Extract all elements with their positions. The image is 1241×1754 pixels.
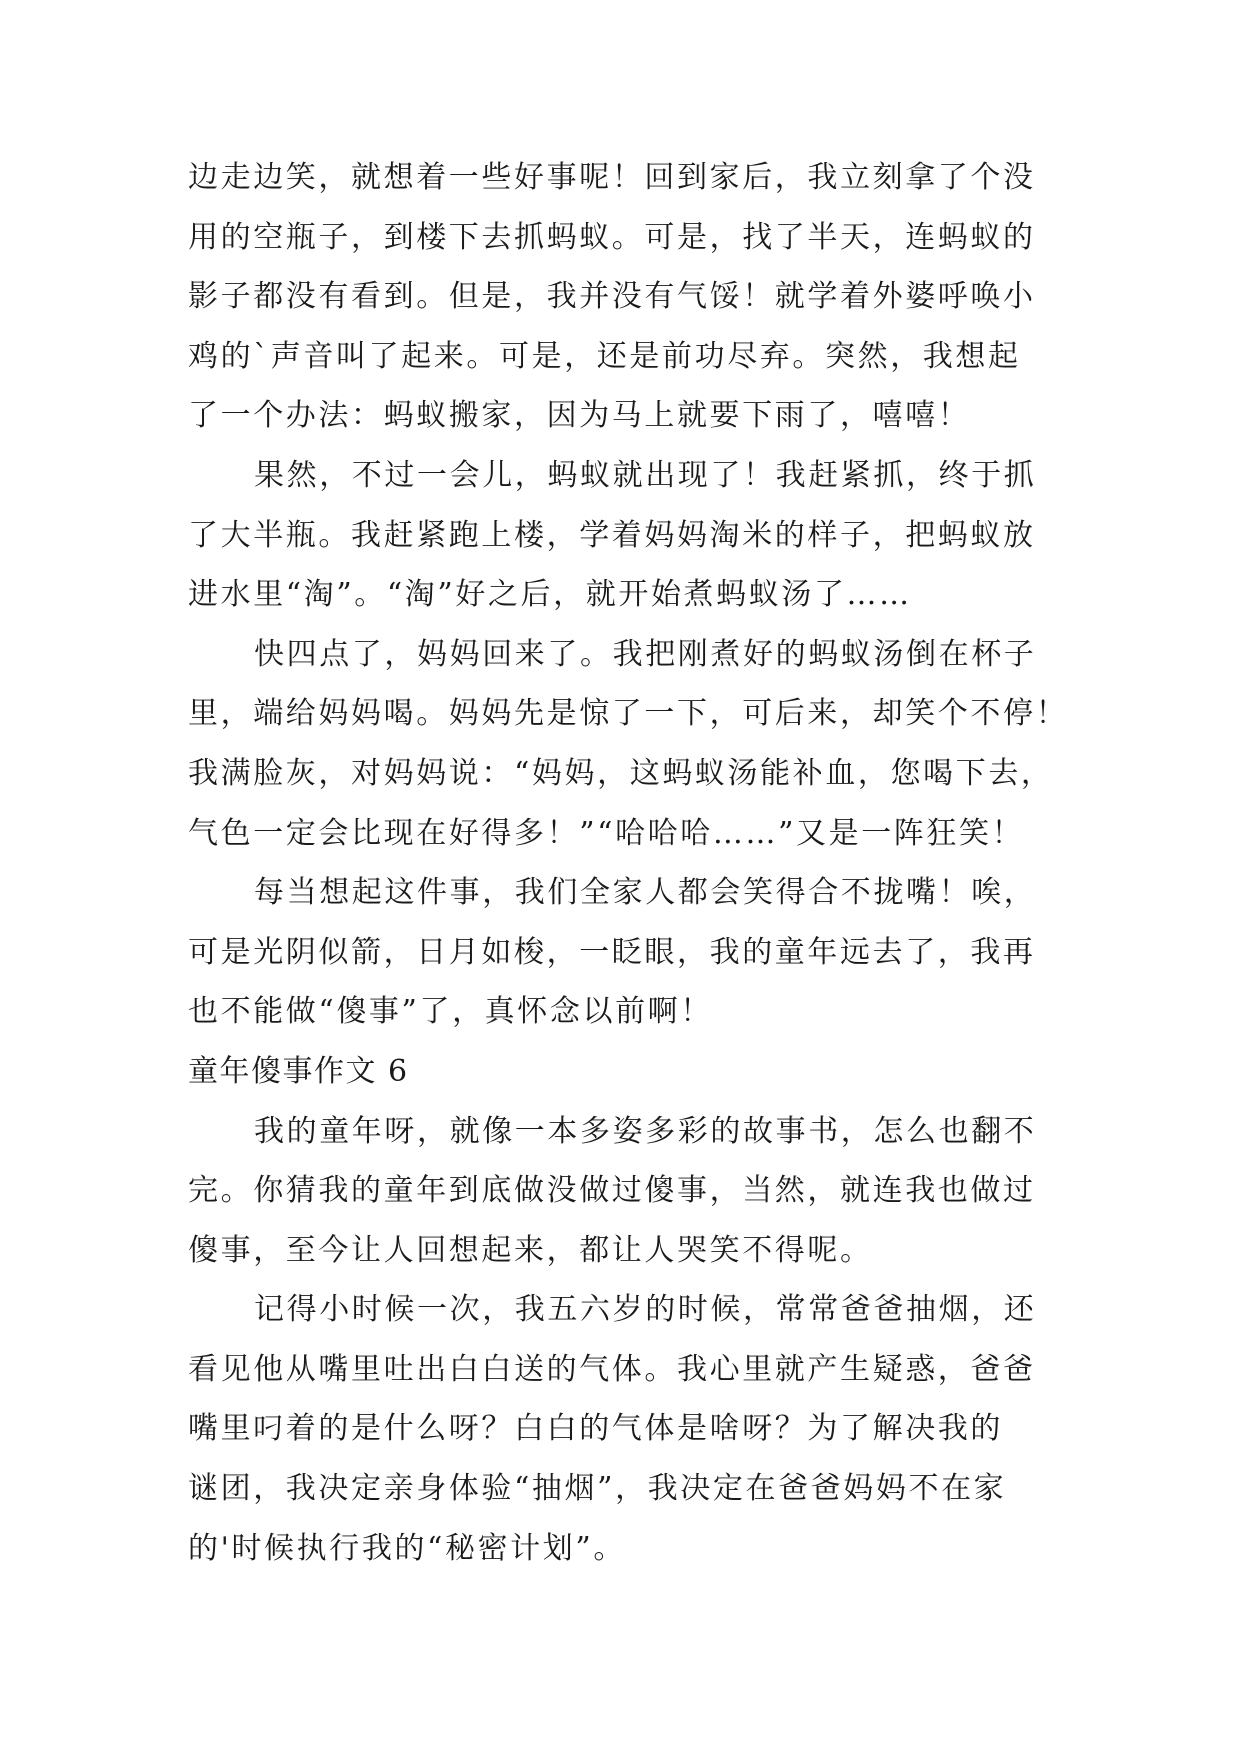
paragraph xyxy=(188,446,1050,625)
text-line: 谜团，我决定亲身体验“抽烟”，我决定在爸爸妈妈不在家 xyxy=(188,1471,1007,1507)
text-line: 了大半瓶。我赶紧跑上楼，学着妈妈淘米的样子，把蚂蚁放 xyxy=(188,517,1036,553)
text-line: 用的空瓶子，到楼下去抓蚂蚁。可是，找了半天，连蚂蚁的 xyxy=(188,219,1036,255)
text-line: 快四点了，妈妈回来了。我把刚煮好的蚂蚁汤倒在杯子 xyxy=(254,636,1037,672)
text-line: 也不能做“傻事”了，真怀念以前啊！ xyxy=(188,994,713,1030)
text-line: 嘴里叼着的是什么呀？白白的气体是啥呀？为了解决我的 xyxy=(188,1411,1003,1447)
text-line: 鸡的`声音叫了起来。可是，还是前功尽弃。突然，我想起 xyxy=(188,338,1021,374)
paragraph xyxy=(188,1280,1050,1578)
text-line: 完。你猜我的童年到底做没做过傻事，当然，就连我也做过 xyxy=(188,1173,1036,1209)
text-line: 每当想起这件事，我们全家人都会笑得合不拢嘴！唉， xyxy=(254,875,1037,911)
text-line: 可是光阴似箭，日月如梭，一眨眼，我的童年远去了，我再 xyxy=(188,934,1036,970)
section-heading-text: 童年傻事作文 6 xyxy=(188,1053,409,1089)
paragraph xyxy=(188,148,1050,446)
section-heading xyxy=(188,1042,1050,1102)
text-line: 果然，不过一会儿，蚂蚁就出现了！我赶紧抓，终于抓 xyxy=(254,457,1037,493)
paragraph xyxy=(188,1102,1050,1281)
text-line: 边走边笑，就想着一些好事呢！回到家后，我立刻拿了个没 xyxy=(188,160,1036,195)
text-line: 我满脸灰，对妈妈说：“妈妈，这蚂蚁汤能补血，您喝下去， xyxy=(188,755,1054,791)
text-line: 傻事，至今让人回想起来，都让人哭笑不得呢。 xyxy=(188,1232,873,1268)
text-line: 看见他从嘴里吐出白白送的气体。我心里就产生疑惑，爸爸 xyxy=(188,1351,1036,1387)
text-line: 的'时候执行我的“秘密计划”。 xyxy=(188,1530,626,1566)
text-line: 气色一定会比现在好得多！”“哈哈哈……”又是一阵狂笑！ xyxy=(188,815,1025,851)
text-line: 了一个办法：蚂蚁搬家，因为马上就要下雨了，嘻嘻！ xyxy=(188,398,971,434)
document-body xyxy=(188,148,1069,1578)
paragraph xyxy=(188,625,1069,863)
paragraph xyxy=(188,863,1050,1042)
text-line: 里，端给妈妈喝。妈妈先是惊了一下，可后来，却笑个不停！ xyxy=(188,696,1069,732)
text-line: 进水里“淘”。“淘”好之后，就开始煮蚂蚁汤了…… xyxy=(188,577,912,613)
text-line: 记得小时候一次，我五六岁的时候，常常爸爸抽烟，还 xyxy=(254,1292,1037,1328)
text-line: 影子都没有看到。但是，我并没有气馁！就学着外婆呼唤小 xyxy=(188,279,1036,315)
text-line: 我的童年呀，就像一本多姿多彩的故事书，怎么也翻不 xyxy=(254,1113,1037,1149)
